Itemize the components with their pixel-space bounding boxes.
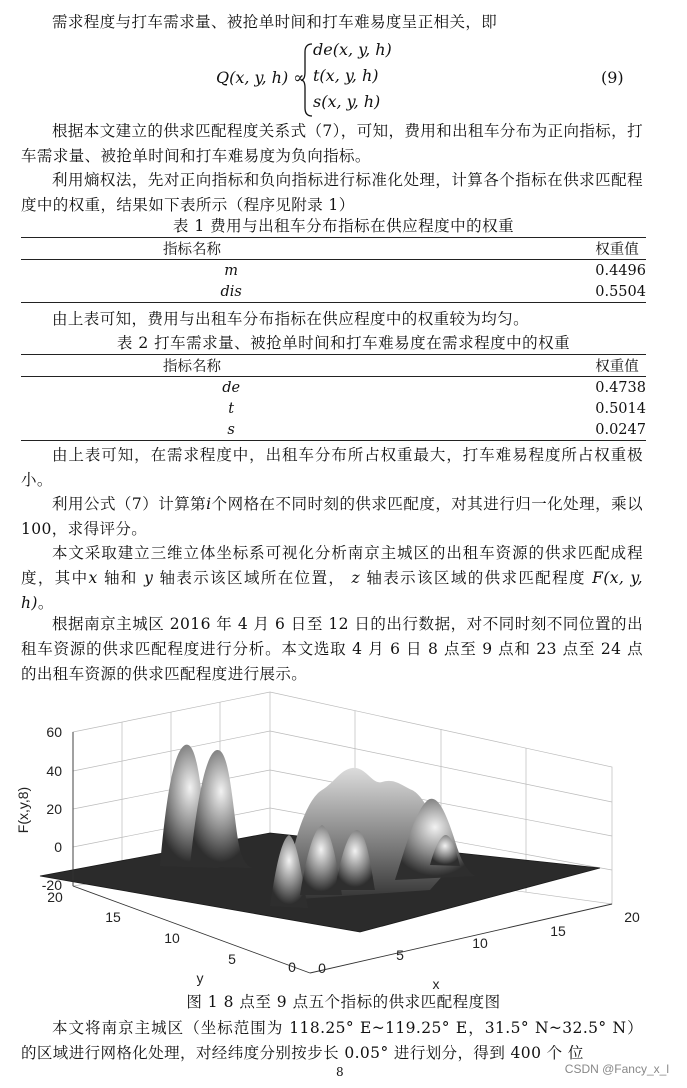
variable-y: y [144,569,154,587]
variable-z: z [351,569,361,587]
surface-plot [0,690,687,990]
variable-i: i [206,495,212,513]
y-axis-label: y [196,970,204,986]
paragraph-demand-correlation: 需求程度与打车需求量、被抢单时间和打车难易度呈正相关，即 [52,13,498,31]
equation-brace [300,42,314,118]
x-tick-label: 10 [472,935,488,951]
figure1-caption: 图 1 8 点至 9 点五个指标的供求匹配程度图 [186,993,501,1011]
table1-header-value: 权重值 [441,238,646,260]
table2-header-value: 权重值 [441,355,646,377]
y-tick-label: 20 [47,889,63,905]
equation-lhs: Q(x, y, h) ∝ [216,68,305,87]
paragraph-entropy-method: 利用熵权法，先对正向指标和负向指标进行标准化处理，计算各个指标在供求匹配程度中的权重，结果如下表所示（程序见附录 1） [21,171,643,214]
table1-cell-name: dis [21,281,441,303]
equation-9 [0,40,687,116]
table-row [21,419,646,441]
paragraph-indicator-direction: 根据本文建立的供求匹配程度关系式（7），可知，费用和出租车分布为正向指标，打车需求量、被抢单时间和打车难易度为负向指标。 [21,122,643,165]
table2-cell-name: s [21,419,441,441]
x-tick-label: 20 [624,909,640,925]
table-row [21,281,646,303]
x-tick-label: 15 [550,923,566,939]
table1-cell-name: m [224,262,238,279]
paragraph-normalization [21,492,643,542]
z-tick-label: 60 [46,724,62,740]
z-axis-ticks [42,724,62,893]
table1-cell-value: 0.4496 [595,262,646,279]
table2 [21,354,646,441]
table2-caption: 表 2 打车需求量、被抢单时间和打车难易度在需求程度中的权重 [116,334,571,352]
table1-cell-value: 0.5504 [441,281,646,303]
text-run: 轴表示该区域的供求匹配程度 [360,569,593,587]
x-tick-label: 0 [318,960,326,976]
text-run: 。 [37,594,54,612]
table2-cell-name: t [228,400,235,417]
z-tick-label: 40 [46,763,62,779]
z-tick-label: 20 [46,801,62,817]
text-run: 本文采取建立三维立体坐标系可视化分析南京主城区的出租车资源的供求匹配成程度，其中 [21,544,643,587]
equation-line-de: de(x, y, h) [313,40,392,59]
table1 [21,237,646,303]
paragraph-data-source: 根据南京主城区 2016 年 4 月 6 日至 12 日的出行数据，对不同时刻不同位置的出租车资源的供求匹配程度进行分析。本文选取 4 月 6 日 8 点至 9 点和 23 点至 24 点的出租车资源的供求匹配程度进行展示。 [21,615,643,683]
equation-line-t: t(x, y, h) [313,66,379,85]
variable-x: x [88,569,98,587]
equation-line-s: s(x, y, h) [313,92,381,111]
z-axis-label: F(x,y,8) [15,786,31,834]
x-axis-label: x [432,976,440,990]
watermark: CSDN @Fancy_x_l [564,1062,669,1076]
table-row [21,377,646,399]
equation-number: (9) [601,68,624,87]
table-row [21,398,646,419]
x-tick-label: 5 [396,947,404,963]
y-tick-label: 0 [288,959,296,975]
table1-header-name: 指标名称 [21,238,441,260]
text-run: 利用公式（7）计算第 [52,495,207,513]
z-tick-label: -20 [41,877,62,893]
text-run: 轴表示该区域所在位置， [153,569,352,587]
y-tick-label: 10 [164,930,180,946]
table2-cell-value: 0.4738 [595,379,646,396]
table-row [21,260,646,282]
y-tick-label: 15 [105,909,121,925]
z-tick-label: 0 [54,839,62,855]
paragraph-3d-coordinate [21,541,643,616]
table2-cell-value: 0.0247 [441,419,646,441]
paragraph-table2-conclusion: 由上表可知，在需求程度中，出租车分布所占权重最大，打车难易程度所占权重极小。 [21,446,643,489]
y-tick-label: 5 [228,951,236,967]
table2-cell-name: de [222,379,241,396]
page-number: 8 [336,1065,344,1079]
table2-header-name: 指标名称 [21,355,441,377]
function-F: F(x, y, h) [21,569,643,612]
table2-cell-value: 0.5014 [595,400,646,417]
table1-caption: 表 1 费用与出租车分布指标在供应程度中的权重 [172,217,515,235]
figure-1 [0,690,687,990]
paragraph-table1-conclusion: 由上表可知，费用与出租车分布指标在供应程度中的权重较为均匀。 [52,310,530,328]
paragraph-gridding: 本文将南京主城区（坐标范围为 118.25° E~119.25° E，31.5° N~32.5° N）的区域进行网格化处理，对经纬度分别按步长 0.05° 进行划分，得到 400 个 位 [21,1019,643,1062]
text-run: 轴和 [97,569,145,587]
text-run: 个网格在不同时刻的供求匹配度，对其进行归一化处理，乘以 100，求得评分。 [21,495,643,538]
